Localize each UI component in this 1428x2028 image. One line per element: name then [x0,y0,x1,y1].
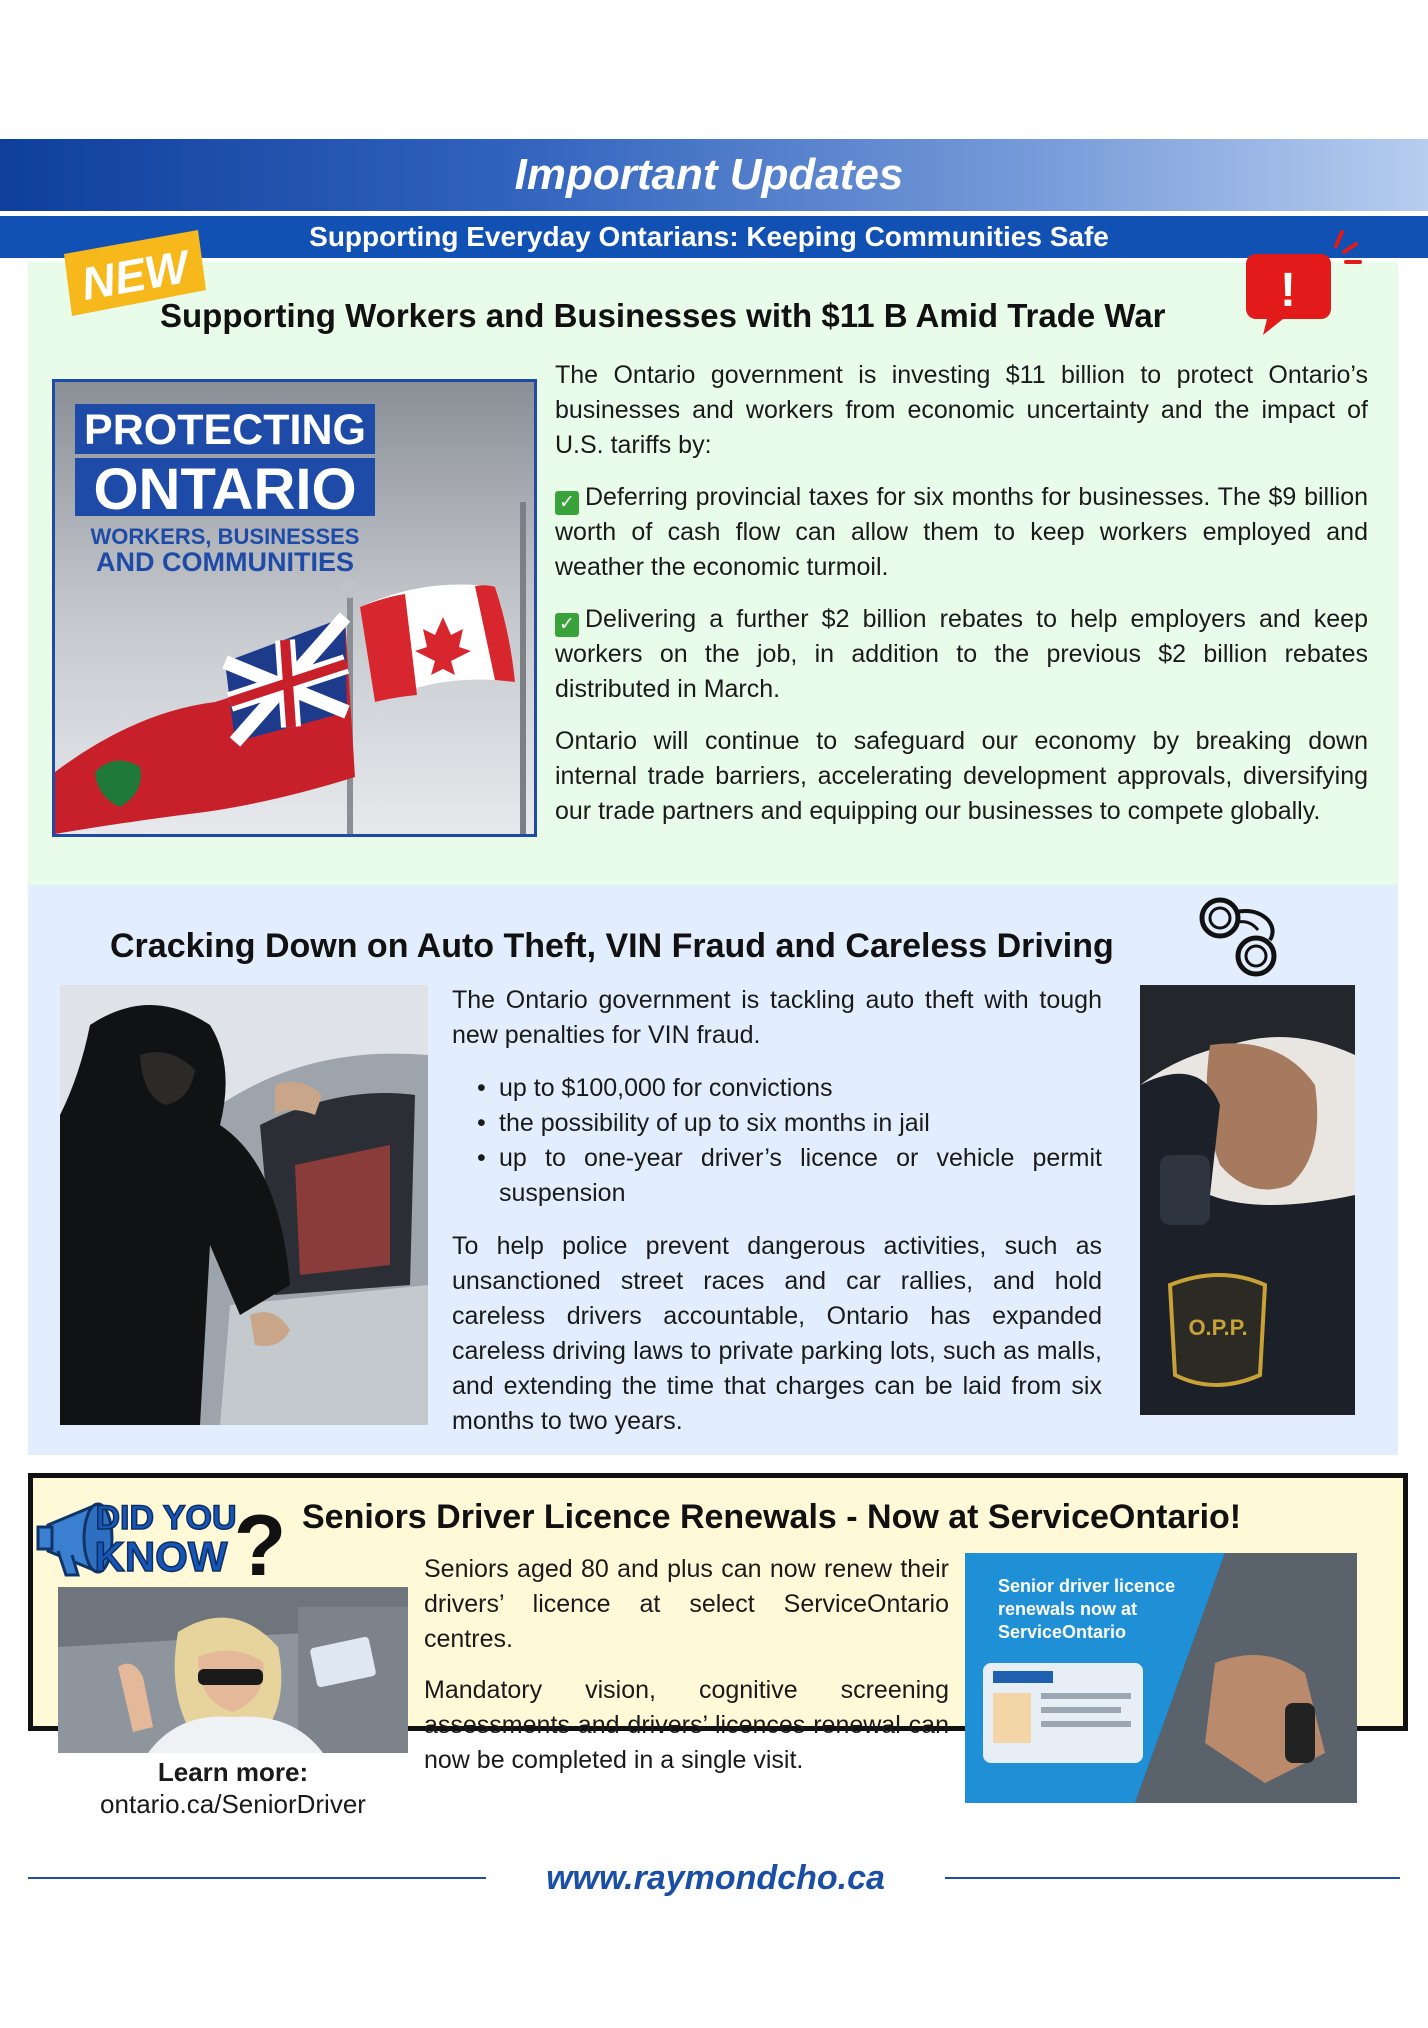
page-title: Important Updates [514,150,904,199]
closing-paragraph: To help police prevent dangerous activities, such as unsanctioned street races and car rallies, and hold careless drivers accountable, Ontario has expanded careless driving laws to private parking lots, such as malls, and extending the time that charges can be laid from six months to two years. [452,1232,1102,1435]
point-paragraph [555,480,1368,585]
image-subtitle-line2: AND COMMUNITIES [96,547,354,577]
promo-image-caption: Senior driver licence renewals now at ServiceOntario [998,1576,1176,1642]
image-subtitle-line1: WORKERS, BUSINESSES [90,524,360,549]
list-item: • up to one-year driver’s licence or vehicle permit suspension [499,1141,1102,1211]
did-you-know-badge-icon [36,1483,301,1583]
footer-divider [945,1877,1400,1879]
badge-question-mark: ? [233,1498,287,1583]
alert-mark: ! [1280,264,1296,317]
opp-badge-label: O.P.P. [1188,1315,1248,1340]
protecting-ontario-image [52,379,537,837]
footer-divider [28,1877,486,1879]
point-text: Delivering a further $2 billion rebates to help employers and keep workers on the job, in addition to the previous $2 billion rebates distributed in March. [555,605,1368,703]
list-item: • up to $100,000 for convictions [499,1071,1102,1106]
list-item: • the possibility of up to six months in jail [499,1106,1102,1141]
closing-paragraph: Ontario will continue to safeguard our economy by breaking down internal trade barriers, accelerating development approvals, diversifying our trade partners and equipping our businesses to compete globally. [555,727,1368,825]
intro-paragraph: The Ontario government is investing $11 billion to protect Ontario’s businesses and workers from economic uncertainty and the impact of U.S. tariffs by: [555,361,1368,459]
body-paragraph: Seniors aged 80 and plus can now renew their drivers’ licence at select ServiceOntario centres. [424,1555,949,1653]
point-paragraph [555,602,1368,707]
alert-bubble-icon [1228,226,1363,341]
image-title-line2: ONTARIO [93,457,357,522]
police-officer-image [1140,985,1355,1415]
learn-more-label: Learn more: [157,1757,309,1787]
penalty-list [452,1071,1102,1211]
footer-website-link[interactable]: www.raymondcho.ca [546,1859,885,1897]
checkmark-icon: ✓ [555,491,579,515]
senior-driver-image [58,1587,408,1753]
badge-line2: KNOW [94,1533,228,1580]
section-heading: Supporting Workers and Businesses with $11 B Amid Trade War [160,297,1166,334]
section-body [555,358,1368,846]
page-subtitle: Supporting Everyday Ontarians: Keeping Communities Safe [309,221,1109,252]
section-heading: Seniors Driver Licence Renewals - Now at ServiceOntario! [302,1498,1242,1536]
intro-paragraph: The Ontario government is tackling auto theft with tough new penalties for VIN fraud. [452,986,1102,1049]
image-title-line1: PROTECTING [84,406,366,454]
section-heading: Cracking Down on Auto Theft, VIN Fraud and Careless Driving [110,927,1114,965]
handcuffs-icon [1198,890,1288,980]
body-paragraph: Mandatory vision, cognitive screening assessments and drivers’ licences renewal can now be completed in a single visit. [424,1676,949,1774]
auto-thief-image [60,985,428,1425]
checkmark-icon: ✓ [555,613,579,637]
point-text: Deferring provincial taxes for six months for businesses. The $9 billion worth of cash flow can allow them to keep workers employed and weather the economic turmoil. [555,483,1368,581]
section-body [452,983,1102,1457]
badge-line1: DID YOU [95,1499,237,1537]
section-body [424,1552,949,1794]
learn-more-link[interactable]: ontario.ca/SeniorDriver [100,1789,366,1819]
new-badge-label: NEW [77,240,193,310]
